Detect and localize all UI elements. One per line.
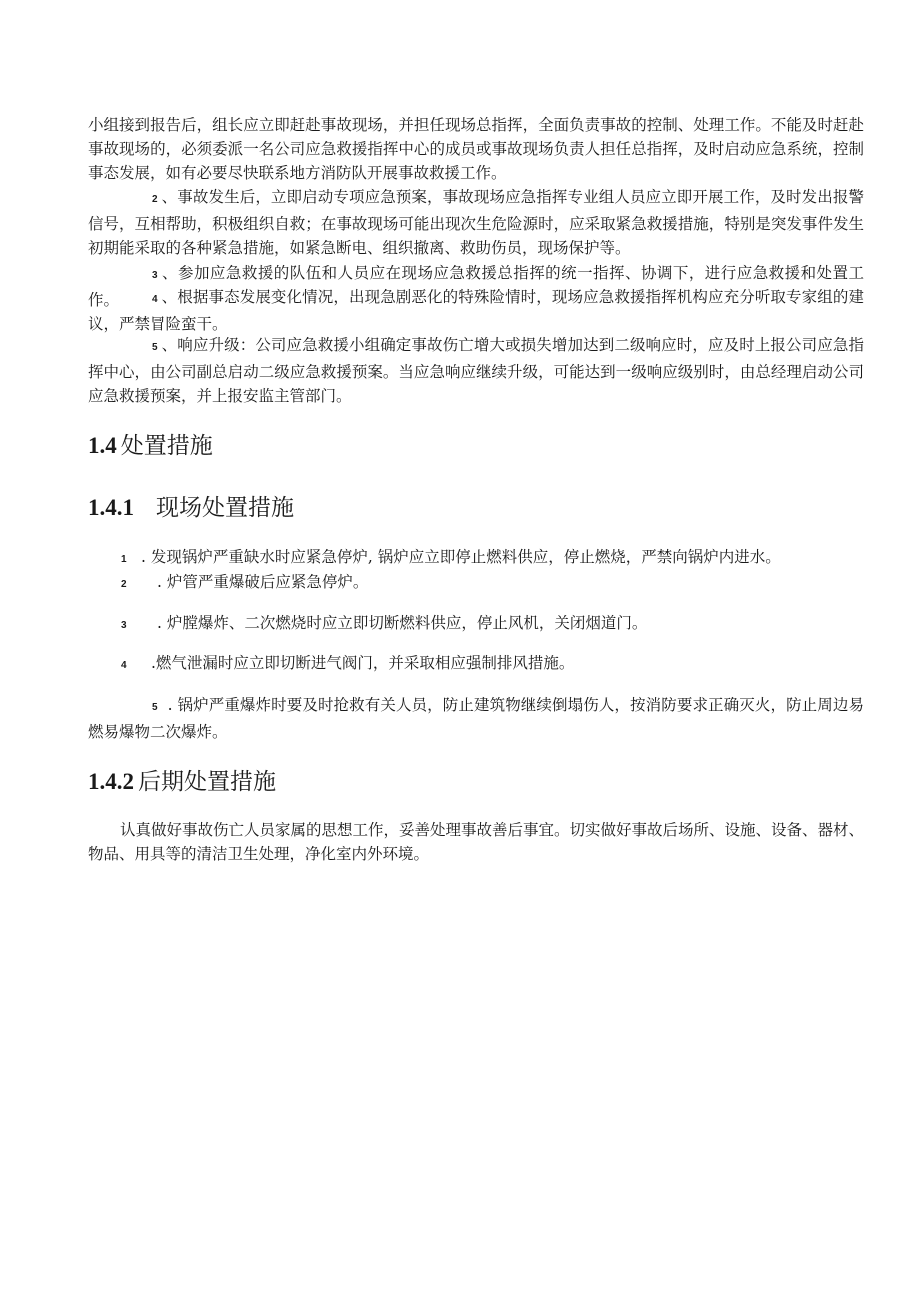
list-item-text: . 锅炉严重爆炸时要及时抢救有关人员，防止建筑物继续倒塌伤人，按消防要求正确灭火，防止周边易燃易爆物二次爆炸。 (88, 696, 864, 741)
heading-number: 1.4.2 (88, 769, 134, 794)
paragraph-text: 根据事态发展变化情况，出现急剧恶化的特殊险情时，现场应急救援指挥机构应充分听取专家组的建议，严禁冒险蛮干。 (88, 288, 864, 333)
list-item (121, 611, 865, 638)
list-item-number: 2 (121, 579, 127, 590)
paragraph-separator: 、 (161, 288, 178, 306)
paragraph-number: 4 (152, 294, 158, 305)
section-heading-1-4 (88, 431, 213, 461)
paragraph-number: 2 (152, 194, 158, 205)
paragraph-text: 认真做好事故伤亡人员家属的思想工作，妥善处理事故善后事宜。切实做好事故后场所、设施、设备、器材、物品、用具等的清洁卫生处理，净化室内外环境。 (88, 821, 865, 863)
paragraph-2 (88, 185, 864, 260)
paragraph-number: 3 (152, 270, 158, 281)
paragraph-separator: 、 (161, 264, 178, 282)
heading-title: 现场处置措施 (156, 495, 294, 521)
paragraph-5 (88, 333, 864, 408)
list-item-number: 3 (121, 620, 127, 631)
list-item (121, 545, 865, 572)
list-item-text: . 炉管严重爆破后应紧急停炉。 (157, 573, 369, 591)
heading-number: 1.4 (88, 433, 117, 458)
paragraph-continuation (88, 113, 864, 185)
paragraph-aftermath (88, 818, 864, 866)
section-heading-1-4-1 (88, 493, 294, 523)
paragraph-separator: 、 (161, 336, 178, 354)
list-item (88, 693, 864, 744)
paragraph-text: 小组接到报告后，组长应立即赶赴事故现场，并担任现场总指挥，全面负责事故的控制、处理工作。不能及时赶赴事故现场的，必须委派一名公司应急救援指挥中心的成员或事故现场负责人担任总指挥，及时启动应急系统，控制事态发展，如有必要尽快联系地方消防队开展事故救援工作。 (88, 116, 864, 182)
paragraph-number: 5 (152, 342, 158, 353)
paragraph-text: 响应升级：公司应急救援小组确定事故伤亡增大或损失增加达到二级响应时，应及时上报公司应急指挥中心，由公司副总启动二级应急救援预案。当应急响应继续升级，可能达到一级响应级别时，由总经理启动公司应急救援预案，并上报安监主管部门。 (88, 336, 864, 405)
list-item-number: 1 (121, 554, 127, 565)
list-item-number: 4 (121, 660, 127, 671)
paragraph-4 (88, 285, 864, 336)
list-item (121, 651, 865, 678)
paragraph-text: 参加应急救援的队伍和人员应在现场应急救援总指挥的统一指挥、协调下，进行应急救援和处置工作。 (88, 264, 864, 309)
list-item-text: .燃气泄漏时应立即切断进气阀门，并采取相应强制排风措施。 (151, 654, 575, 672)
section-heading-1-4-2 (88, 767, 276, 797)
list-item-text: . 炉膛爆炸、二次燃烧时应立即切断燃料供应，停止风机，关闭烟道门。 (157, 614, 648, 632)
paragraph-text: 事故发生后，立即启动专项应急预案，事故现场应急指挥专业组人员应立即开展工作，及时发出报警信号，互相帮助，积极组织自救；在事故现场可能出现次生危险源时，应采取紧急救援措施，特别是突发事件发生初期能采取的各种紧急措施，如紧急断电、组织撤离、救助伤员，现场保护等。 (88, 188, 864, 257)
heading-title: 处置措施 (120, 433, 213, 459)
heading-number: 1.4.1 (88, 495, 134, 520)
paragraph-separator: 、 (161, 188, 178, 206)
list-item-text: . 发现锅炉严重缺水时应紧急停炉, 锅炉应立即停止燃料供应，停止燃烧，严禁向锅炉内进水。 (141, 548, 781, 566)
heading-title: 后期处置措施 (138, 769, 276, 795)
list-item (121, 570, 865, 597)
list-item-number: 5 (152, 702, 158, 713)
